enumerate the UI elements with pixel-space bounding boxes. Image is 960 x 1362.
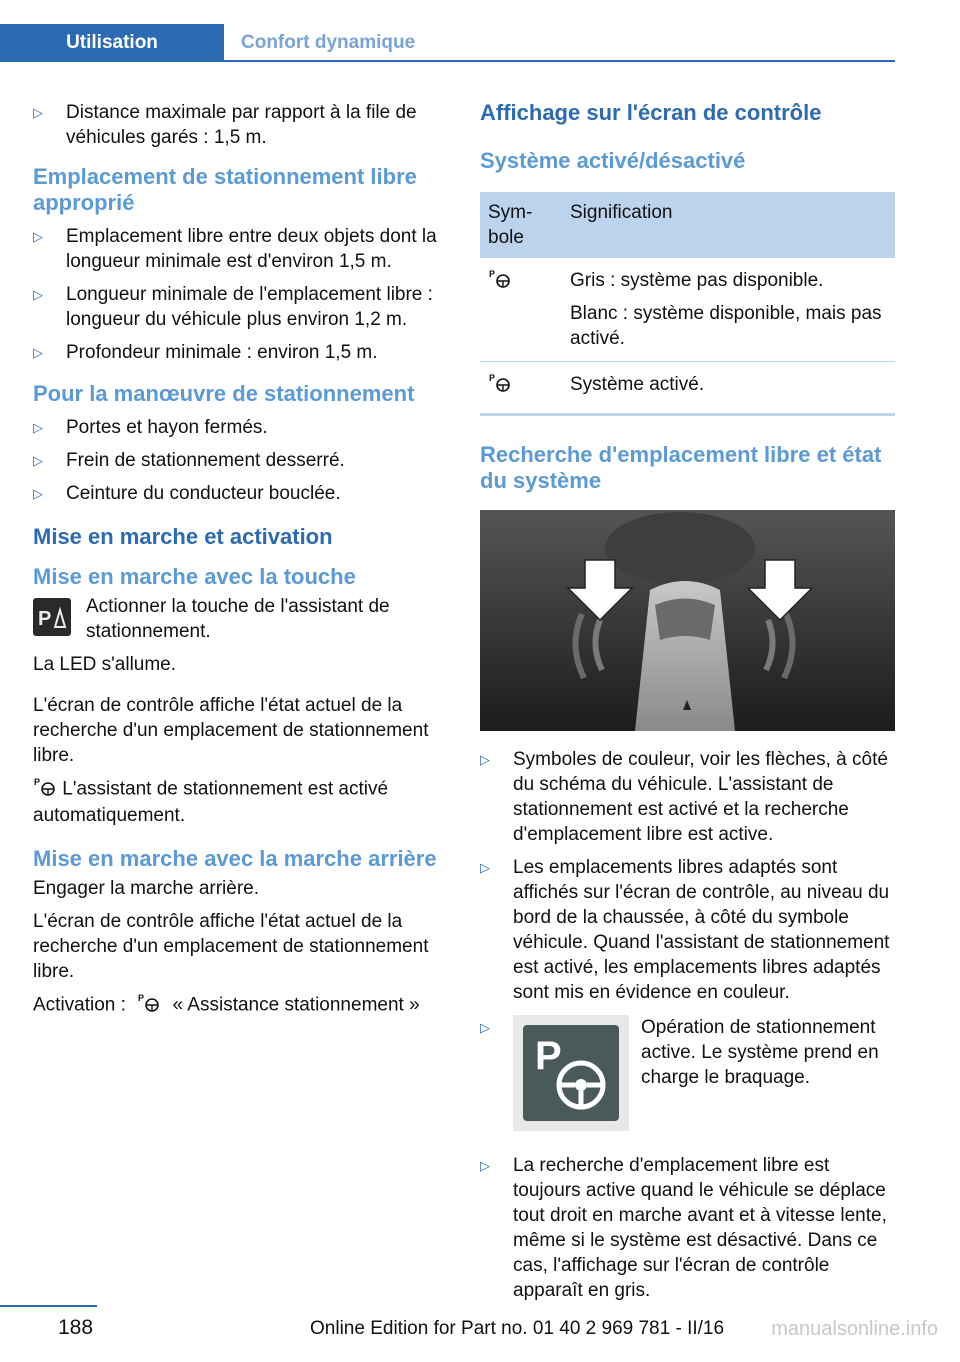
triangle-bullet-icon: ▷	[33, 287, 43, 302]
heading-display: Affichage sur l'écran de contrôle	[480, 100, 822, 125]
svg-text:P: P	[489, 269, 496, 279]
heading-search: Recherche d'emplacement libre et état du système	[480, 442, 882, 493]
parking-search-illustration	[480, 510, 895, 731]
page-number: 188	[58, 1316, 94, 1339]
svg-text:P: P	[138, 993, 145, 1003]
table-head-meaning: Signification	[562, 192, 895, 258]
triangle-bullet-icon: ▷	[33, 486, 43, 501]
parking-steering-active-icon	[488, 373, 512, 397]
svg-text:P: P	[535, 1034, 562, 1078]
triangle-bullet-icon: ▷	[33, 229, 43, 244]
watermark: manualsonline.info	[771, 1318, 938, 1340]
list-item: ▷ Ceinture du conducteur bouclée.	[33, 483, 341, 504]
triangle-bullet-icon: ▷	[480, 752, 490, 767]
edition-text: Online Edition for Part no. 01 40 2 969 781 - II/16	[310, 1318, 725, 1339]
parking-steering-icon	[488, 269, 512, 293]
triangle-bullet-icon: ▷	[480, 1158, 490, 1173]
list-item: ▷ Longueur minimale de l'emplacement libre : longueur du véhicule plus environ 1,2 m.	[33, 284, 433, 330]
triangle-bullet-icon: ▷	[480, 860, 490, 875]
table-row: P Gris : système pas disponible. Blanc : système disponible, mais pas activé.	[480, 258, 895, 362]
heading-reverse: Mise en marche avec la marche arrière	[33, 846, 437, 871]
heading-manoeuvre: Pour la manœuvre de stationnement	[33, 381, 415, 406]
heading-button: Mise en marche avec la touche	[33, 564, 356, 589]
button-instruction: P Actionner la touche de l'assistant de stationnement.	[33, 594, 443, 644]
symbol-table	[480, 192, 895, 416]
list-item: ▷ Emplacement libre entre deux objets dont la longueur minimale est d'environ 1,5 m.	[33, 226, 437, 272]
list-item: ▷ Portes et hayon fermés.	[33, 417, 268, 438]
heading-free-space: Emplacement de stationnement libre approprié	[33, 164, 417, 215]
list-item: ▷ Symboles de couleur, voir les flèches, à côté du schéma du véhicule. L'assistant de stationnement est activé et la recherche d'emplacement libre est active.	[480, 749, 888, 845]
list-item: ▷ Les emplacements libres adaptés sont affichés sur l'écran de contrôle, au niveau du bord de la chaussée, à côté du symbole véhicule. Quand l'assistant de stationnement est activé, les emplacements libres adaptés sont mis en évidence en couleur.	[480, 857, 890, 1003]
table-row: P Système activé.	[480, 362, 895, 415]
parking-assistant-button-icon	[33, 598, 71, 636]
triangle-bullet-icon: ▷	[33, 420, 43, 435]
svg-text:P: P	[34, 777, 41, 787]
footer-rule	[0, 1305, 97, 1307]
parking-operation-icon	[513, 1015, 629, 1131]
svg-text:P: P	[489, 373, 496, 383]
svg-text:P: P	[38, 608, 52, 630]
list-item: ▷ Profondeur minimale : environ 1,5 m.	[33, 342, 378, 363]
list-item: ▷ P Opération de stationnement active. Le système prend en charge le braquage.	[480, 1015, 895, 1131]
list-item: ▷ La recherche d'emplacement libre est toujours active quand le véhicule se déplace tout droit en marche avant et à vitesse lente, même si le système est désactivé. Dans ce cas, l'affichage sur l'écran de contrôle apparaît en gris.	[480, 1155, 887, 1301]
parking-steering-icon	[137, 992, 161, 1019]
list-item: ▷ Distance maximale par rapport à la file de véhicules garés : 1,5 m.	[33, 102, 417, 148]
triangle-bullet-icon: ▷	[33, 453, 43, 468]
parking-steering-icon	[33, 776, 57, 803]
tab-utilisation[interactable]: Utilisation	[0, 24, 224, 61]
heading-system: Système activé/désactivé	[480, 148, 746, 173]
heading-activation: Mise en marche et activation	[33, 524, 333, 549]
list-item: ▷ Frein de stationnement desserré.	[33, 450, 345, 471]
left-column: ▷ Distance maximale par rapport à la file de véhicules garés : 1,5 m. Emplacement de stationnement libre approprié ▷ Emplacement libre entre deux objets dont la longueur minimale est d'environ 1,5 m. ▷ Longueur minimale de l'emplacement libre : longueur du véhicule plus environ 1,2 m. ▷ Profondeur minimale : environ 1,5 m. Pour la manœuvre de stationnement ▷ Portes et hayon fermés. ▷ Frein de stationnement desserré. ▷ Ceinture du conducteur bouclée. Mise en marche et activation Mise en marche avec la touche P Actionner la touche de l'assistant de stationnement. La LED s'allume. L'écran de contrôle affiche l'état actuel de la recherche d'un emplacement de stationnement libre. P L'assistant de stationnement est activé automatiquement. Mise en marche avec la marche arrière Engager la marche arrière. L'écran de contrôle affiche l'état actuel de la recherche d'un emplacement de stationnement libre. Activation : P « Assistance stationnement »	[33, 100, 443, 1019]
triangle-bullet-icon: ▷	[33, 345, 43, 360]
triangle-bullet-icon: ▷	[33, 105, 43, 120]
tab-confort-dynamique[interactable]: Confort dynamique	[241, 31, 416, 53]
table-head-symbol: Symbole	[480, 192, 562, 258]
right-column	[480, 100, 895, 1311]
triangle-bullet-icon: ▷	[480, 1020, 490, 1035]
